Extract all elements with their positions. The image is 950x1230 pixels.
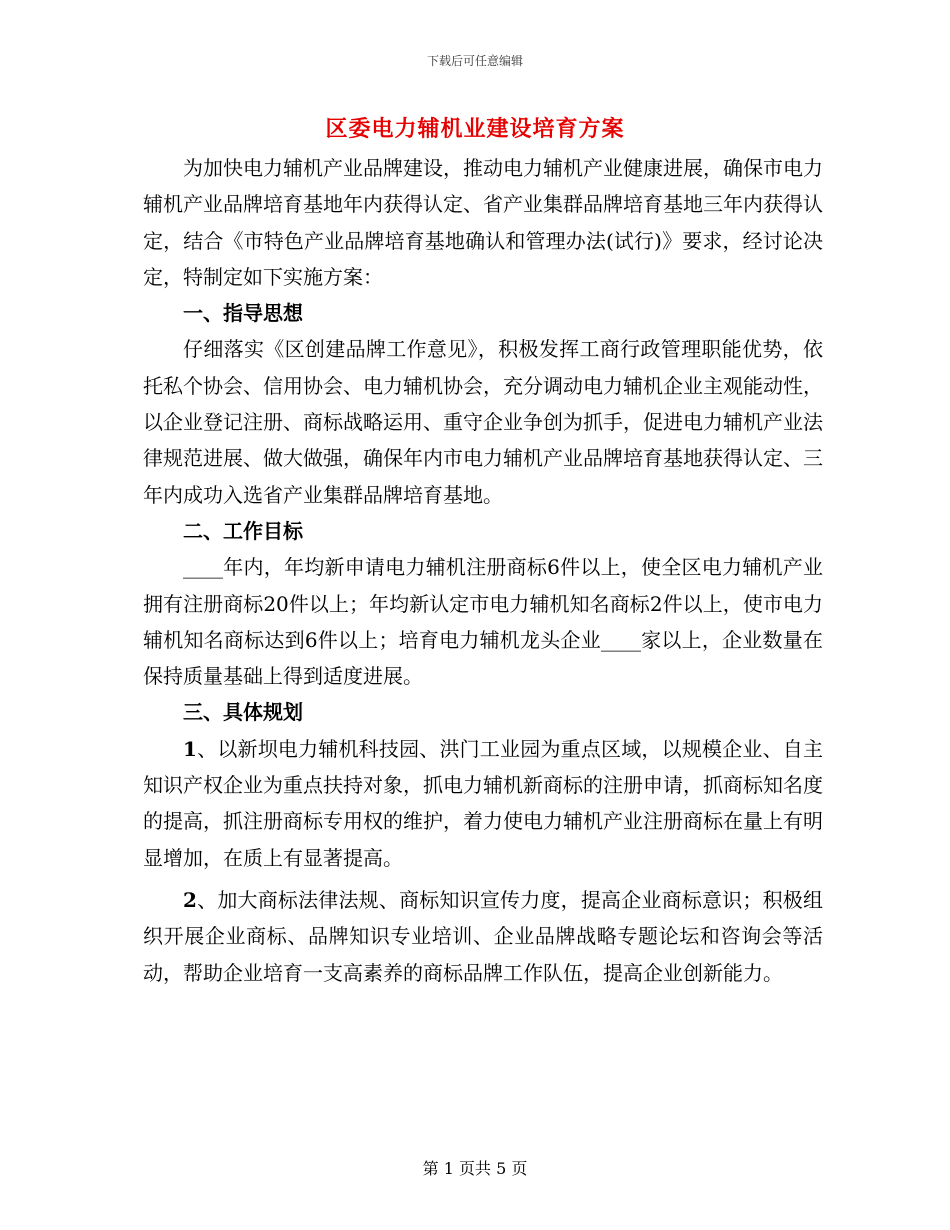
document-title: 区委电力辅机业建设培育方案 [325,116,625,142]
plan-item-2-text: 、加大商标法律法规、商标知识宣传力度，提高企业商标意识；积极组织开展企业商标、品牌知识专业培训、企业品牌战略专题论坛和咨询会等活动，帮助企业培育一支高素养的商标品牌工作队伍，提高企业创新能力。 [143,887,823,985]
guiding-ideology-paragraph: 仔细落实《区创建品牌工作意见》，积极发挥工商行政管理职能优势，依托私个协会、信用协会、电力辅机协会，充分调动电力辅机企业主观能动性，以企业登记注册、商标战略运用、重守企业争创为抓手，促进电力辅机产业法律规范进展、做大做强，确保年内市电力辅机产业品牌培育基地获得认定、三年内成功入选省产业集群品牌培育基地。 [143,337,823,507]
plan-item-1-text: 、以新坝电力辅机科技园、洪门工业园为重点区域，以规模企业、自主知识产权企业为重点扶持对象，抓电力辅机新商标的注册申请，抓商标知名度的提高，抓注册商标专用权的维护，着力使电力辅机产业注册商标在量上有明显增加，在质上有显著提高。 [143,736,823,870]
section-heading-guiding-ideology: 一、指导思想 [183,301,303,326]
document-body [143,150,823,991]
section-heading-specific-plan: 三、具体规划 [183,700,303,725]
page-header: 下载后可任意编辑 [426,54,523,68]
section-heading-work-goals: 二、工作目标 [183,518,303,543]
intro-paragraph: 为加快电力辅机产业品牌建设，推动电力辅机产业健康进展，确保市电力辅机产业品牌培育基地年内获得认定、省产业集群品牌培育基地三年内获得认定，结合《市特色产业品牌培育基地确认和管理办法(试行)》要求，经讨论决定，特制定如下实施方案： [143,156,823,289]
plan-item-1-number: 1 [183,736,197,761]
work-goals-paragraph: ____年内，年均新申请电力辅机注册商标6件以上，使全区电力辅机产业拥有注册商标20件以上；年均新认定市电力辅机知名商标2件以上，使市电力辅机知名商标达到6件以上；培育电力辅机龙头企业____家以上，企业数量在保持质量基础上得到适度进展。 [143,555,823,689]
page-footer: 第 1 页共 5 页 [422,1159,528,1178]
plan-item-2 [143,882,823,991]
plan-item-2-number: 2 [183,887,197,912]
plan-item-1 [143,731,823,876]
